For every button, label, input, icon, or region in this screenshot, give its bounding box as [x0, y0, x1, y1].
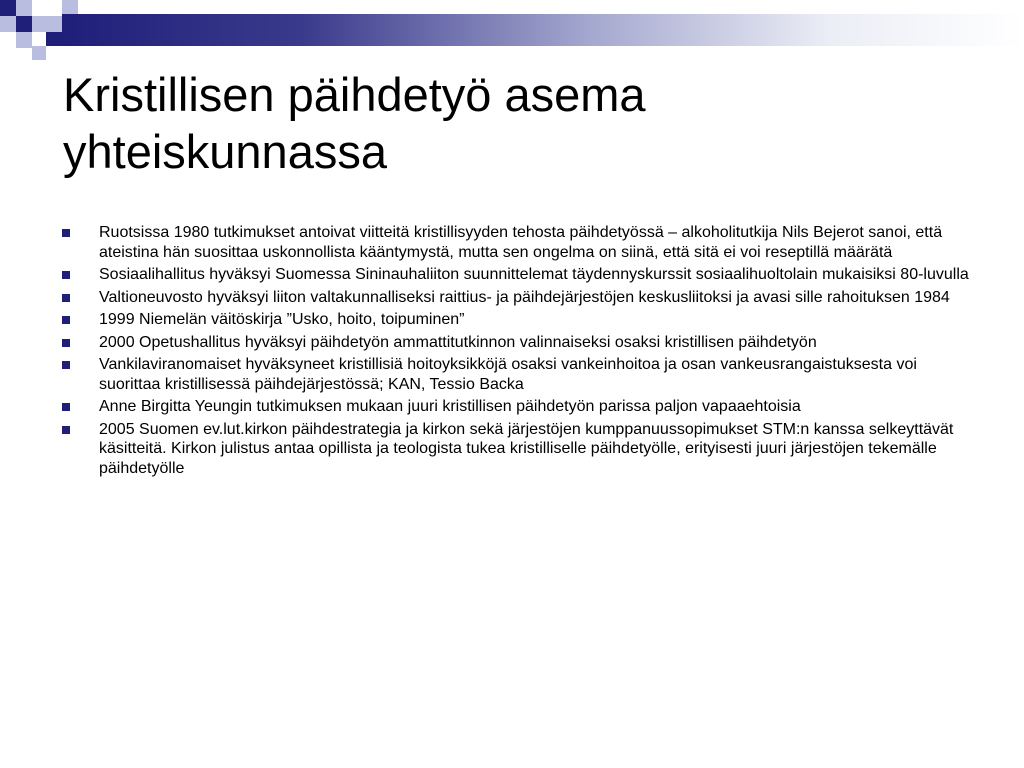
list-item: [62, 420, 972, 479]
list-item: [62, 265, 972, 285]
decor-square: [16, 32, 32, 48]
bullet-list: [62, 223, 972, 481]
square-bullet-icon: [62, 339, 70, 347]
square-bullet-icon: [62, 361, 70, 369]
list-item: [62, 355, 972, 394]
bullet-text: 1999 Niemelän väitöskirja ”Usko, hoito, toipuminen”: [99, 311, 465, 328]
list-item: [62, 397, 972, 417]
decor-square: [32, 46, 46, 60]
list-item: [62, 288, 972, 308]
decor-square: [16, 16, 32, 32]
square-bullet-icon: [62, 426, 70, 434]
bullet-text: Ruotsissa 1980 tutkimukset antoivat viitteitä kristillisyyden tehosta päihdetyössä – alkoholitutkija Nils Bejerot sanoi, että ateistina hän suosittaa uskonnollista kääntymystä, mutta sen ongelma on siinä, että sitä ei voi reseptillä määrätä: [99, 224, 943, 261]
header-gradient-bar: [62, 14, 1024, 46]
list-item: [62, 333, 972, 353]
decor-square: [0, 16, 16, 32]
bullet-text: 2000 Opetushallitus hyväksyi päihdetyön ammattitutkinnon valinnaiseksi osaksi kristillisen päihdetyön: [99, 333, 817, 351]
decor-square: [46, 32, 62, 46]
bullet-text: 2005 Suomen ev.lut.kirkon päihdestrategia ja kirkon sekä järjestöjen kumppanuussopimukset STM:n kanssa selkeyttävät käsitteitä. Kirkon julistus antaa opillista ja teologista tukea kristilliselle päihdetyölle, erityisesti juuri järjestöjen tekemälle päihdetyölle: [99, 420, 954, 477]
bullet-text: Sosiaalihallitus hyväksyi Suomessa Sininauhaliiton suunnittelemat täydennyskurssit sosiaalihuoltolain mukaisiksi 80-luvulla: [99, 266, 969, 283]
decor-square: [62, 0, 78, 14]
bullet-text: Valtioneuvosto hyväksyi liiton valtakunnalliseksi raittius- ja päihdejärjestöjen keskusliitoksi ja avasi sille rahoituksen 1984: [99, 288, 950, 306]
square-bullet-icon: [62, 403, 70, 411]
slide-title: [63, 66, 983, 180]
bullet-text: Vankilaviranomaiset hyväksyneet kristillisiä hoitoyksikköjä osaksi vankeinhoitoa ja osan vankeusrangaistuksesta voi suorittaa kristillisessä päihdejärjestössä; KAN, Tessio Backa: [99, 356, 917, 393]
slide-title-line-1: Kristillisen päihdetyö asema: [63, 68, 646, 121]
decor-square: [0, 0, 16, 16]
list-item: [62, 310, 972, 330]
square-bullet-icon: [62, 229, 70, 237]
bullet-text: Anne Birgitta Yeungin tutkimuksen mukaan juuri kristillisen päihdetyön parissa paljon vapaaehtoisia: [99, 398, 801, 415]
decor-square: [32, 16, 62, 32]
square-bullet-icon: [62, 271, 70, 279]
square-bullet-icon: [62, 294, 70, 302]
square-bullet-icon: [62, 316, 70, 324]
slide-title-line-2: yhteiskunnassa: [63, 125, 387, 178]
list-item: [62, 223, 972, 262]
decor-square: [16, 0, 32, 16]
